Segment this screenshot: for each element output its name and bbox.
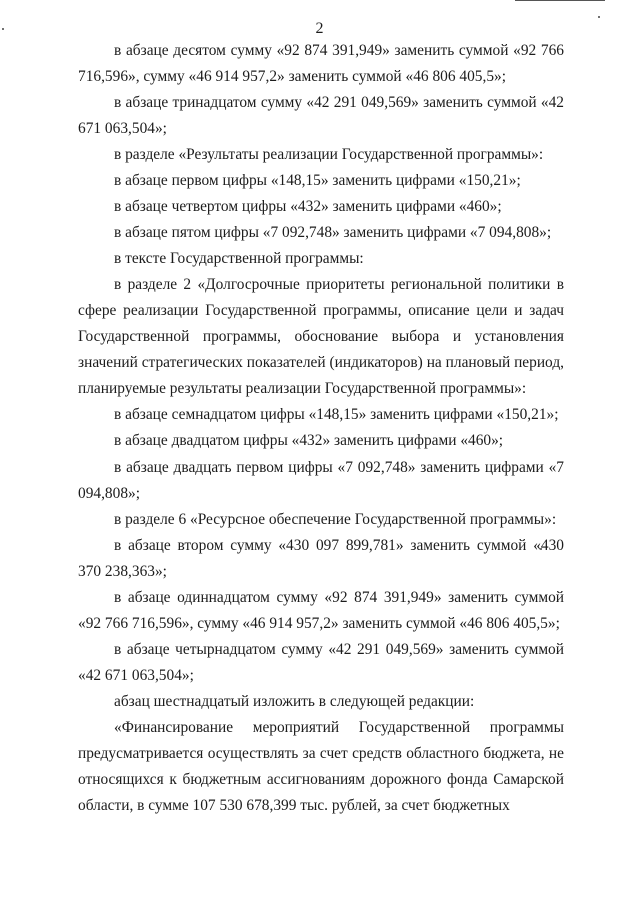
paragraph: в тексте Государственной программы:: [114, 250, 364, 268]
paragraph: в абзаце десятом сумму «92 874 391,949» заменить суммой «92 766 716,596», сумму «46 914 957,2» заменить суммой «46 806 405,5»;: [78, 42, 564, 86]
paragraph: «Финансирование мероприятий Государственной программы предусматривается осуществлять за счет средств областного бюджета, не относящихся к бюджетным ассигнованиям дорожного фонда Самарской области, в сумме 107 530 678,399 тыс. рублей, за счет бюджетных: [78, 718, 564, 814]
page-number: 2: [315, 20, 324, 37]
paragraph: в абзаце семнадцатом цифры «148,15» заменить цифрами «150,21»;: [114, 406, 559, 424]
paragraph: в абзаце двадцать первом цифры «7 092,748» заменить цифрами «7 094,808»;: [78, 458, 564, 502]
paragraph: в разделе 6 «Ресурсное обеспечение Государственной программы»:: [114, 510, 557, 528]
paragraph: в абзаце двадцатом цифры «432» заменить цифрами «460»;: [114, 432, 504, 450]
paragraph: в абзаце одиннадцатом сумму «92 874 391,949» заменить суммой «92 766 716,596», сумму «46 914 957,2» заменить суммой «46 806 405,5»;: [78, 588, 564, 632]
document-body: [78, 38, 564, 819]
paragraph: в абзаце пятом цифры «7 092,748» заменить цифрами «7 094,808»;: [114, 224, 552, 242]
paragraph: в разделе 2 «Долгосрочные приоритеты региональной политики в сфере реализации Государственной программы, описание цели и задач Государственной программы, обоснование выбора и установления значений стратегических показателей (индикаторов) на плановый период, планируемые результаты реализации Государственной программы»:: [78, 276, 564, 398]
paragraph: абзац шестнадцатый изложить в следующей редакции:: [114, 692, 475, 710]
top-edge-line: [515, 0, 605, 1]
paragraph: в абзаце первом цифры «148,15» заменить цифрами «150,21»;: [114, 172, 521, 190]
scan-speck: [598, 16, 600, 18]
paragraph: в абзаце четвертом цифры «432» заменить цифрами «460»;: [114, 198, 502, 216]
paragraph: в абзаце четырнадцатом сумму «42 291 049,569» заменить суммой «42 671 063,504»;: [78, 640, 564, 684]
paragraph: в абзаце втором сумму «430 097 899,781» заменить суммой «430 370 238,363»;: [78, 536, 564, 580]
paragraph: в абзаце тринадцатом сумму «42 291 049,569» заменить суммой «42 671 063,504»;: [78, 94, 564, 138]
paragraph: в разделе «Результаты реализации Государственной программы»:: [114, 146, 544, 164]
